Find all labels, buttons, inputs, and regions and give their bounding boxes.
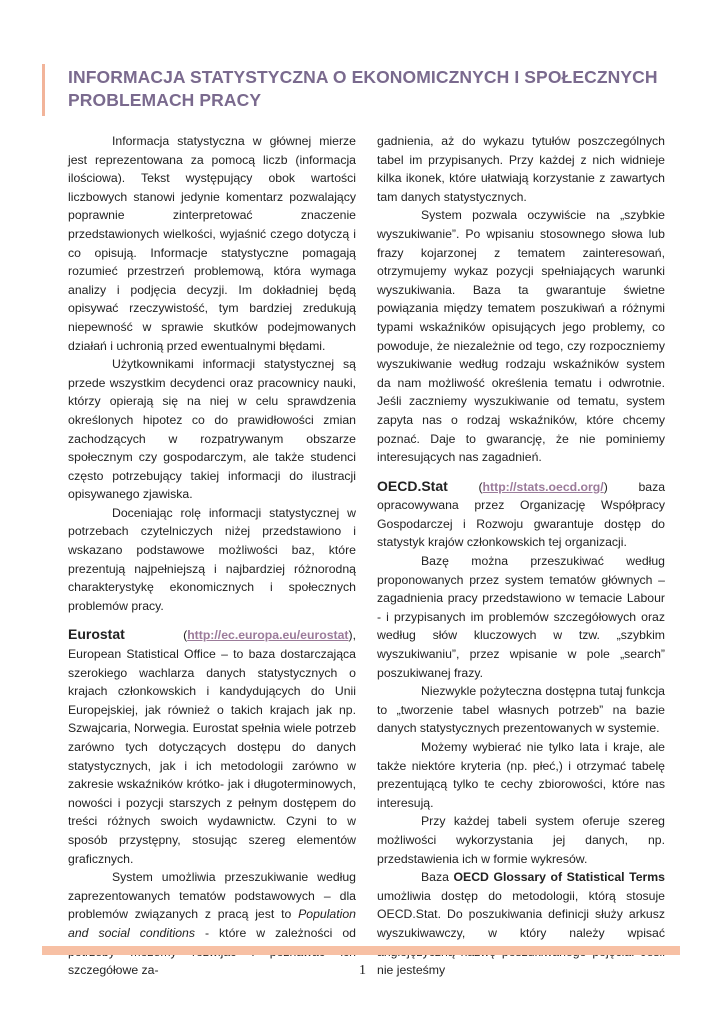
paragraph: System pozwala oczywiście na „szybkie wyszukiwanie”. Po wpisaniu stosownego słowa lub frazy kojarzonej z tematem zainteresowań, otrzymujemy wykaz pozycji spełniających warunki wyszukiwania. Baza ta gwarantuje świetne powiązania między tematem poszukiwań a różnymi typami wskaźników opisujących jego problemy, co powoduje, że niezależnie od tego, czy rozpoczniemy wyszukiwanie według rodzaju wskaźników system da nam możliwość określenia tematu i odwrotnie. Jeśli zaczniemy wyszukiwanie od tematu, system zapyta nas o rodzaj wskaźników, które chcemy poznać. Daje to gwarancję, że nie pominiemy interesujących nas zagadnień.: [377, 208, 665, 465]
text: - które w zależności od szczegółowe za-: [68, 925, 356, 978]
paragraph: Doceniając rolę informacji statystycznej w potrzebach czytelniczych niżej przedstawiono i wskazano podstawowe możliwości baz, które prezentują najpełniejszą i najbardziej różnorodną charakterystykę ekonomicznych i społecznych problemów pracy.: [68, 505, 356, 613]
right-column: [377, 132, 665, 980]
paren: (: [124, 628, 188, 643]
eurostat-description: ), European Statistical Office – to baza dostarczająca szerokiego wachlarza danych statystycznych o krajach członkowskich i kandydujących do Unii Europejskiej, jak również o takich krajach jak np. Szwajcaria, Norwegia. Eurostat spełnia wiele potrzeb zarówno tych dotyczących dostępu do danych statystycznych, jak i ich metodologii zarówno w zakresie wskaźników krótko- jak i długoterminowych, nowości i pozycji starszych z pełnym dostępem do treści różnych swoich wydawnictw. Czyni to w sposób przystępny, stosując szereg elementów graficznych.: [68, 628, 357, 866]
left-column: [68, 132, 356, 980]
oecd-paragraph: [377, 477, 665, 552]
paragraph: Bazę można przeszukiwać według proponowanych przez system tematów głównych – zagadnienia pracy przedstawiono w temacie Labour - i przypisanych im problemów szczegółowych oraz według słów kluczowych w tzw. „szybkim wyszukiwaniu”, przez wpisanie w pole „search” poszukiwanej frazy.: [377, 554, 665, 680]
text: umożliwia dostęp do metodologii, którą stosuje OECD.Stat. Do poszukiwania definicji służy arkusz wyszukiwawczy, w który należy wpisać nie jesteśmy: [377, 888, 665, 978]
page-title: INFORMACJA STATYSTYCZNA O EKONOMICZNYCH I SPOŁECZNYCH PROBLEMACH PRACY: [68, 67, 658, 110]
oecd-heading: OECD.Stat: [377, 477, 448, 494]
footer-bar: [42, 946, 680, 955]
paren: (: [447, 479, 483, 494]
text: Baza: [421, 870, 454, 885]
text: System umożliwia przeszukiwanie według zaprezentowanych tematów podstawowych – dla problemów związanych z pracą jest to: [68, 870, 356, 922]
population-social-conditions: Population and social conditions: [68, 907, 356, 940]
paragraph: gadnienia, aż do wykazu tytułów poszczególnych tabel im przypisanych. Przy każdej z nich widnieje kilka ikonek, które ułatwiają korzystanie z zawartych tam danych statystycznych.: [377, 134, 665, 204]
paragraph: Informacja statystyczna w głównej mierze jest reprezentowana za pomocą liczb (informacja ilościowa). Tekst występujący obok wartości liczbowych stanowi jedynie komentarz pozwalający poprawnie zinterpretować znaczenie przedstawionych wielkości, wyjaśnić czego dotyczą i co opisują. Informacje statystyczne pomagają rozumieć przestrzeń problemową, która wymaga analizy i podjęcia decyzji. Im dokładniej będą opisywać rzeczywistość, tym bardziej zredukują niepewność w sprawie skutków podejmowanych działań i uchronią przed ewentualnymi błędami.: [68, 134, 356, 353]
eurostat-link[interactable]: http://ec.europa.eu/eurostat: [187, 628, 349, 643]
oecd-link[interactable]: http://stats.oecd.org/: [482, 479, 604, 494]
oecd-description: ) baza opracowywana przez Organizację Współpracy Gospodarczej i Rozwoju gwarantuje dostęp do statystyk krajów członkowskich tej organizacji.: [377, 479, 666, 550]
paragraph: Użytkownikami informacji statystycznej są przede wszystkim decydenci oraz pracownicy nauki, którzy opierają się na niej w celu sprawdzenia określonych hipotez co do prawidłowości zmian zachodzących w rozpatrywanym obszarze społecznym czy gospodarczym, ale także studenci często potrzebujący takiej informacji do ilustracji opisywanego zjawiska.: [68, 357, 356, 502]
title-accent-bar: [42, 64, 45, 116]
paragraph: Przy każdej tabeli system oferuje szereg możliwości wykorzystania jej danych, np. przedstawienia ich w formie wykresów.: [377, 814, 665, 866]
oecd-glossary-name: OECD Glossary of Statistical Terms: [453, 870, 665, 885]
paragraph: Możemy wybierać nie tylko lata i kraje, ale także niektóre kryteria (np. płeć,) i otrzymać tabelę prezentującą tylko te cechy zbiorowości, które nas interesują.: [377, 740, 665, 810]
eurostat-paragraph: [68, 625, 356, 868]
eurostat-heading: Eurostat: [68, 626, 125, 643]
paragraph: Niezwykle pożyteczna dostępna tutaj funkcja to „tworzenie tabel własnych potrzeb” na bazie danych statystycznych prezentowanych w systemie.: [377, 684, 665, 736]
page-number: 1: [359, 963, 366, 978]
